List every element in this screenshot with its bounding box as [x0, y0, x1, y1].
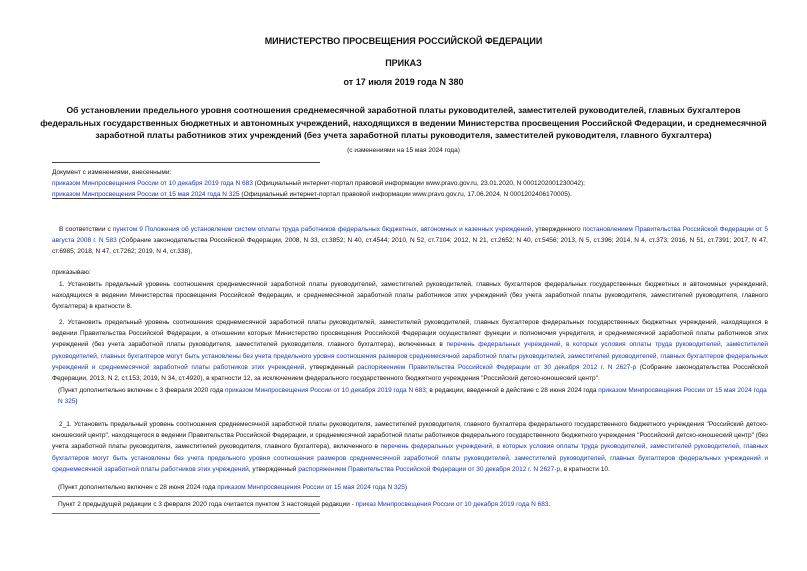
order-683-link[interactable]: приказом Минпросвещения России от 10 декабря 2019 года N 683 [225, 387, 426, 394]
government-decree-link[interactable]: постановлением Правительства Российской Федерации от 5 августа 2008 г. N 583 [52, 226, 768, 245]
clause-2-paragraph [52, 317, 768, 384]
changes-box-top-rule [52, 162, 320, 163]
footnote-separator-bottom [52, 513, 320, 514]
preamble-text: (Собрание законодательства Российской Федерации, 2008, N 33, ст.3852; N 40, ст.4544; 2010, N 52, ст.7104; 2012, N 21, ст.2652; N 40, ст.5456; 2013, N 5, ст.396; 2014, N 4, ст.373; 2016, N 51, ст.7391; 2017, N 47, ст.6985; 2018, N 47, ст.7262; 2019, N 4, ст.338), [52, 237, 768, 256]
order-325-link[interactable]: приказом Минпросвещения России от 15 мая 2024 года N 325 [217, 484, 405, 491]
note-text: (Пункт дополнительно включен с 28 июня 2024 года [58, 484, 218, 491]
clause-2-1-paragraph [52, 419, 768, 475]
changes-list [52, 167, 772, 200]
clause-text: 2. Установить предельный уровень соотношения среднемесячной заработной платы руководителей, заместителей руководителей, главных бухгалтеров федеральных государственных бюджетных учреждений, находящихся в ведении Правительства Российской Федерации, в отношении которых Министерство просвещения Российской Федерации осуществляет функции и полномочия учредителя, и среднемесячной заработной платы работников этих учреждений (без учета заработной платы руководителя, заместителей руководителя, главного бухгалтера), включенных в [52, 319, 768, 349]
clause-2-1-note [58, 482, 768, 493]
clause-text: , утвержденный [248, 465, 299, 473]
footnote [58, 499, 768, 510]
note-text: (Пункт дополнительно включен с 3 февраля 2020 года [58, 387, 225, 394]
institutions-list-link[interactable]: перечень федеральных учреждений, в которых условия оплаты труда руководителей, заместителей руководителей, главных бухгалтеров могут быть установлены без учета предельного уровня соотношения размеров среднемесячной заработной платы руководителей, заместителей руководителей, главных бухгалтеров федеральных учреждений и среднемесячной заработной платы работников этих учреждений [52, 443, 768, 473]
document-title: Об установлении предельного уровня соотношения среднемесячной заработной платы руководителей, заместителей руководителей, главных бухгалтеров федеральных государственных бюджетных и автономных учреждений, находящихся в ведении Министерства просвещения Российской Федерации, и среднемесячной заработной платы работников этих учреждений (без учета заработной платы руководителя, заместителей руководителя, главного бухгалтера) [40, 105, 767, 140]
change-source: (Официальный интернет-портал правовой информации www.pravo.gov.ru, 17.06.2024, N 0001202406170005). [239, 191, 572, 198]
clause-text: , утвержденный [304, 363, 358, 371]
change-item [52, 178, 772, 189]
ministry-name: МИНИСТЕРСТВО ПРОСВЕЩЕНИЯ РОССИЙСКОЙ ФЕДЕРАЦИИ [264, 36, 543, 46]
clause-2 [52, 317, 768, 384]
changes-intro: Документ с изменениями, внесенными: [52, 169, 172, 176]
footnote-separator-top [52, 496, 320, 497]
clause-text: (Собрание законодательства Российской Федерации, 2013, N 2, ст.153; 2019, N 34, ст.4920), в кратности 12, за исключением федерального государственного бюджетного учреждения "Российский детско-юношеский центр". [52, 363, 769, 383]
clause-1-text: 1. Установить предельный уровень соотношения среднемесячной заработной платы руководителей, заместителей руководителей, главных бухгалтеров федеральных государственных бюджетных и автономных учреждений, находящихся в ведении Министерства просвещения Российской Федерации, и среднемесячной заработной платы работников этих учреждений (без учета заработной платы руководителя, заместителей руководителя, главного бухгалтера) в кратности 8. [52, 281, 768, 311]
order-date: от 17 июля 2019 года N 380 [343, 77, 464, 87]
change-link-325[interactable]: приказом Минпросвещения России от 15 мая 2024 года N 325 [52, 191, 240, 198]
regulation-link[interactable]: пунктом 9 Положения об установлении систем оплаты труда работников федеральных бюджетных, автономных и казенных учреждений [112, 226, 532, 233]
order-325-link[interactable]: приказом Минпросвещения России от 15 мая 2024 года N 325 [58, 387, 767, 405]
clause-2-note [58, 385, 768, 407]
clause-text: , в кратности 10. [560, 465, 610, 473]
order-683-link[interactable]: приказ Минпросвещения России от 10 декабря 2019 года N 683 [355, 501, 549, 508]
note-text: ) [404, 484, 408, 491]
note-text: ; в редакции, введенной в действие с 28 июня 2024 года [425, 387, 599, 394]
footnote-text: Пункт 2 предыдущей редакции с 3 февраля 2020 года считается пунктом 3 настоящей редакции - [58, 501, 356, 508]
clause-text: 2_1. Установить предельный уровень соотношения среднемесячной заработной платы руководителя, заместителей руководителя, главного бухгалтера федерального государственного бюджетного учреждения "Российский детско-юношеский центр", находящегося в ведении Правительства Российской Федерации, и среднемесячной заработной платы работников федерального государственного бюджетного учреждения "Российский детско-юношеский центр" (без учета заработной платы руководителя, заместителей руководителя, главного бухгалтера), включенного в [52, 421, 768, 451]
preamble [52, 224, 768, 258]
change-link-683[interactable]: приказом Минпросвещения России от 10 декабря 2019 года N 683 [52, 180, 253, 187]
footnote-text: . [548, 501, 551, 508]
preamble-text: , утвержденного [531, 226, 583, 233]
government-order-link[interactable]: распоряжением Правительства Российской Федерации от 30 декабря 2012 г. N 2627-р [357, 363, 637, 371]
change-source: (Официальный интернет-портал правовой информации www.pravo.gov.ru, 23.01.2020, N 0001202001230042); [252, 180, 585, 187]
government-order-link[interactable]: распоряжением Правительства Российской Федерации от 30 декабря 2012 г. N 2627-р [298, 465, 561, 473]
order-heading: ПРИКАЗ [385, 58, 422, 68]
edition-note: (с изменениями на 15 мая 2024 года) [347, 147, 460, 154]
note-text: ) [75, 398, 78, 405]
preamble-text: В соответствии с [59, 226, 113, 233]
institutions-list-link[interactable]: перечень федеральных учреждений, в которых условия оплаты труда руководителей, заместителей руководителей, главных бухгалтеров могут быть установлены без учета предельного уровня соотношения размеров среднемесячной заработной платы руководителей, заместителей руководителей, главных бухгалтеров федеральных учреждений и среднемесячной заработной платы работников этих учреждений [52, 341, 768, 371]
order-word: приказываю: [52, 269, 91, 276]
clause-2-1 [52, 419, 768, 475]
change-item [52, 189, 772, 200]
clause-1 [52, 279, 768, 313]
preamble-paragraph [52, 224, 768, 258]
